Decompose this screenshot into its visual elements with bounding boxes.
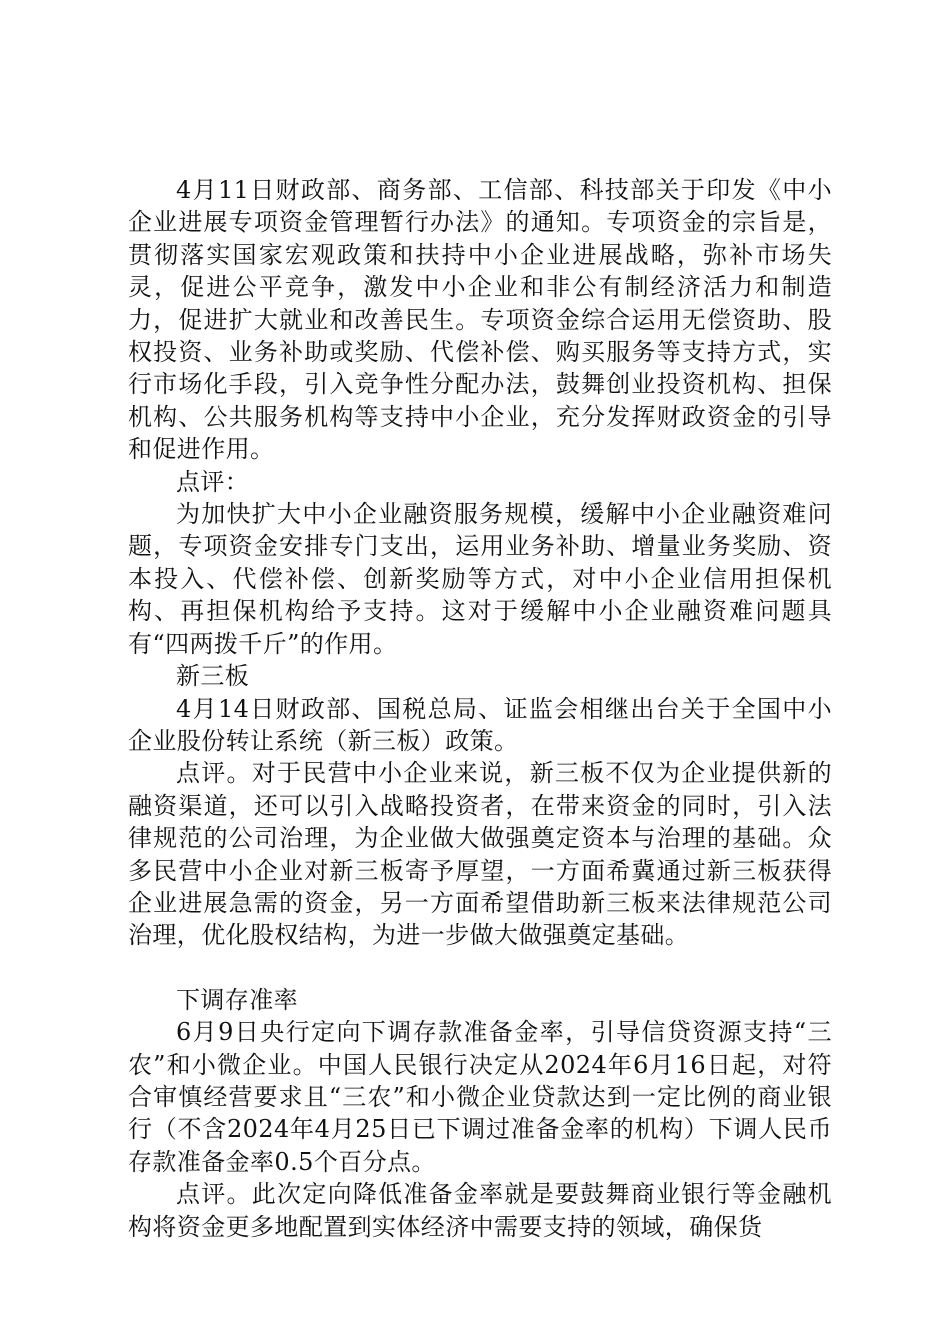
paragraph-comment-financing: 为加快扩大中小企业融资服务规模，缓解中小企业融资难问题，专项资金安排专门支出，运用业务补助、增量业务奖励、资本投入、代偿补偿、创新奖励等方式，对中小企业信用担保机构、再担保机构给予支持。这对于缓解中小企业融资难问题具有“四两拨千斤”的作用。 <box>128 500 832 658</box>
blank-line <box>128 952 832 984</box>
document-body <box>128 174 832 1243</box>
paragraph-comment-rrr-cut: 点评。此次定向降低准备金率就是要鼓舞商业银行等金融机构将资金更多地配置到实体经济中需要支持的领域，确保货 <box>128 1180 832 1241</box>
paragraph-new-third-board: 4月14日财政部、国税总局、证监会相继出台关于全国中小企业股份转让系统（新三板）政策。 <box>128 694 832 755</box>
paragraph-comment-new-third-board: 点评。对于民营中小企业来说，新三板不仅为企业提供新的融资渠道，还可以引入战略投资者，在带来资金的同时，引入法律规范的公司治理，为企业做大做强奠定资本与治理的基础。众多民营中小企业对新三板寄予厚望，一方面希冀通过新三板获得企业进展急需的资金，另一方面希望借助新三板来法律规范公司治理，优化股权结构，为进一步做大做强奠定基础。 <box>128 759 832 950</box>
paragraph-comment-label: 点评： <box>176 467 250 496</box>
section-heading-new-third-board: 新三板 <box>176 662 250 691</box>
paragraph-rrr-cut: 6月9日央行定向下调存款准备金率，引导信贷资源支持“三农”和小微企业。中国人民银行决定从2024年6月16日起，对符合审慎经营要求且“三农”和小微企业贷款达到一定比例的商业银行（不含2024年4月25日已下调过准备金率的机构）下调人民币存款准备金率0.5个百分点。 <box>128 1018 832 1176</box>
paragraph-policy-fund: 4月11日财政部、商务部、工信部、科技部关于印发《中小企业进展专项资金管理暂行办法》的通知。专项资金的宗旨是，贯彻落实国家宏观政策和扶持中小企业进展战略，弥补市场失灵，促进公平竞争，激发中小企业和非公有制经济活力和制造力，促进扩大就业和改善民生。专项资金综合运用无偿资助、股权投资、业务补助或奖励、代偿补偿、购买服务等支持方式，实行市场化手段，引入竞争性分配办法，鼓舞创业投资机构、担保机构、公共服务机构等支持中小企业，充分发挥财政资金的引导和促进作用。 <box>128 176 832 464</box>
section-heading-rrr-cut: 下调存准率 <box>176 985 298 1014</box>
